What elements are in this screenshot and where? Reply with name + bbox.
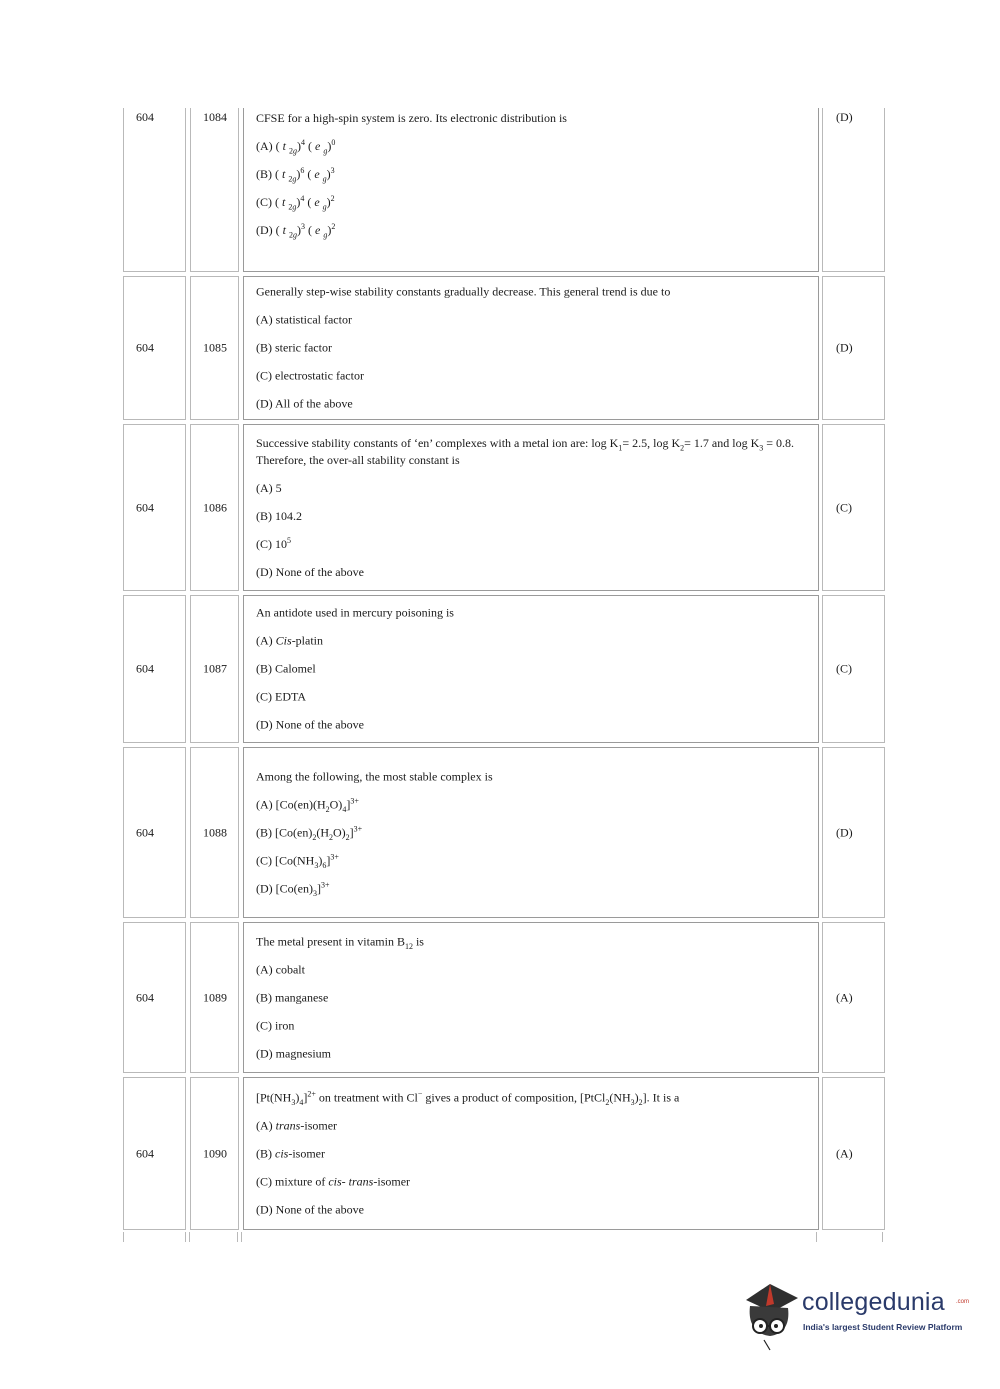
subject-code-cell	[123, 1077, 186, 1230]
subject-code-cell	[123, 595, 186, 743]
subject-code: 604	[136, 110, 154, 124]
question-cell	[243, 1077, 819, 1230]
option: (C) electrostatic factor	[256, 368, 364, 383]
subject-code-cell	[123, 922, 186, 1073]
option: (B) cis-isomer	[256, 1146, 325, 1160]
option: (B) 104.2	[256, 508, 302, 523]
subject-code-cell	[123, 424, 186, 591]
question-number-cell	[190, 747, 239, 918]
answer-cell	[822, 108, 885, 272]
option: (A) 5	[256, 480, 282, 495]
option: (A) trans-isomer	[256, 1118, 338, 1132]
question-cell	[243, 108, 819, 272]
question-cell	[243, 424, 819, 591]
subject-code: 604	[136, 500, 154, 514]
question-number-cell	[190, 922, 239, 1073]
question-row	[123, 595, 885, 743]
question-number: 1086	[203, 500, 227, 514]
question-table	[123, 108, 885, 1234]
logo-dotcom: .com	[956, 1299, 970, 1305]
subject-code-cell	[123, 108, 186, 272]
option: (A) statistical factor	[256, 312, 352, 327]
answer-key: (D)	[836, 110, 853, 124]
question-row	[123, 1077, 885, 1230]
option: (B) steric factor	[256, 340, 332, 355]
collegedunia-logo	[740, 1282, 970, 1352]
question-cell	[243, 276, 819, 420]
option: (C) mixture of cis- trans-isomer	[256, 1174, 411, 1188]
answer-key: (D)	[836, 340, 853, 355]
option: (B) manganese	[256, 990, 329, 1004]
question-number: 1087	[203, 661, 227, 676]
option: (D) None of the above	[256, 1202, 364, 1216]
question-text: Successive stability constants of ‘en’ complexes with a metal ion are: $\log K_1= 2.5$, $\log K_2= 1.7$ and $\log K_3 = 0.8$. Therefore, the over-all stability constant is	[256, 435, 795, 467]
option: (B) Calomel	[256, 661, 316, 676]
option: (B) ( t $_{2g}$)$^6$ ( e $_g$)$^3$	[256, 166, 335, 184]
question-text: $[Pt(NH_3)_4]^{2+}$ on treatment with Cl− gives a product of composition, $[PtCl_2(NH_3)_2]$. It is a	[256, 1089, 680, 1107]
question-number-cell	[190, 595, 239, 743]
answer-key: (A)	[836, 1146, 853, 1160]
subject-code: 604	[136, 1146, 154, 1160]
option: (A) $[Co(en)(H_2O)_4]^{3+}$	[256, 796, 359, 814]
answer-cell	[822, 747, 885, 918]
subject-code: 604	[136, 340, 154, 355]
question-row	[123, 922, 885, 1073]
option: (D) None of the above	[256, 717, 364, 732]
option: (D) $[Co(en)_3]^{3+}$	[256, 880, 330, 898]
answer-key: (D)	[836, 825, 853, 839]
question-number: 1084	[203, 110, 227, 124]
question-cell	[243, 922, 819, 1073]
question-text: Among the following, the most stable complex is	[256, 769, 493, 783]
question-text: CFSE for a high-spin system is zero. Its electronic distribution is	[256, 111, 567, 125]
answer-cell	[822, 922, 885, 1073]
option: (B) $[Co(en)_2(H_2O)_2]^{3+}$	[256, 824, 363, 842]
option: (C) ( t $_{2g}$)$^4$ ( e $_g$)$^2$	[256, 194, 335, 212]
answer-cell	[822, 424, 885, 591]
question-number: 1088	[203, 825, 227, 839]
answer-key: (C)	[836, 500, 852, 514]
answer-key: (C)	[836, 661, 852, 676]
question-number-cell	[190, 424, 239, 591]
question-text: The metal present in vitamin $B_{12}$ is	[256, 934, 424, 951]
option: (C) $10^5$	[256, 535, 291, 551]
logo-tagline: India's largest Student Review Platform	[803, 1322, 963, 1332]
option: (D) All of the above	[256, 396, 353, 411]
question-row	[123, 424, 885, 591]
mascot-icon	[740, 1282, 802, 1352]
option: (D) None of the above	[256, 564, 364, 579]
option: (C) iron	[256, 1018, 295, 1032]
question-number-cell	[190, 108, 239, 272]
table-continuation	[123, 1232, 885, 1242]
question-row	[123, 108, 885, 272]
question-cell	[243, 595, 819, 743]
answer-cell	[822, 595, 885, 743]
subject-code-cell	[123, 747, 186, 918]
subject-code-cell	[123, 276, 186, 420]
question-number: 1089	[203, 990, 227, 1004]
option: (C) $[Co(NH_3)_6]^{3+}$	[256, 852, 339, 870]
question-row	[123, 276, 885, 420]
subject-code: 604	[136, 990, 154, 1004]
question-text: Generally step-wise stability constants gradually decrease. This general trend is due to	[256, 284, 671, 299]
subject-code: 604	[136, 825, 154, 839]
logo-brand: collegedunia	[802, 1288, 945, 1316]
question-number: 1090	[203, 1146, 227, 1160]
option: (D) magnesium	[256, 1046, 331, 1060]
question-number-cell	[190, 276, 239, 420]
question-cell	[243, 747, 819, 918]
option: (A) cobalt	[256, 962, 305, 976]
option: (C) EDTA	[256, 689, 307, 704]
answer-cell	[822, 276, 885, 420]
option: (A) Cis-platin	[256, 633, 324, 648]
question-row	[123, 747, 885, 918]
answer-cell	[822, 1077, 885, 1230]
question-number-cell	[190, 1077, 239, 1230]
option: (A) ( t $_{2g}$)$^4$ ( e $_g$)$^0$	[256, 138, 336, 156]
subject-code: 604	[136, 661, 154, 676]
option: (D) ( t $_{2g}$)$^3$ ( e $_g$)$^2$	[256, 222, 336, 240]
question-number: 1085	[203, 340, 227, 355]
answer-key: (A)	[836, 990, 853, 1004]
question-text: An antidote used in mercury poisoning is	[256, 605, 454, 620]
